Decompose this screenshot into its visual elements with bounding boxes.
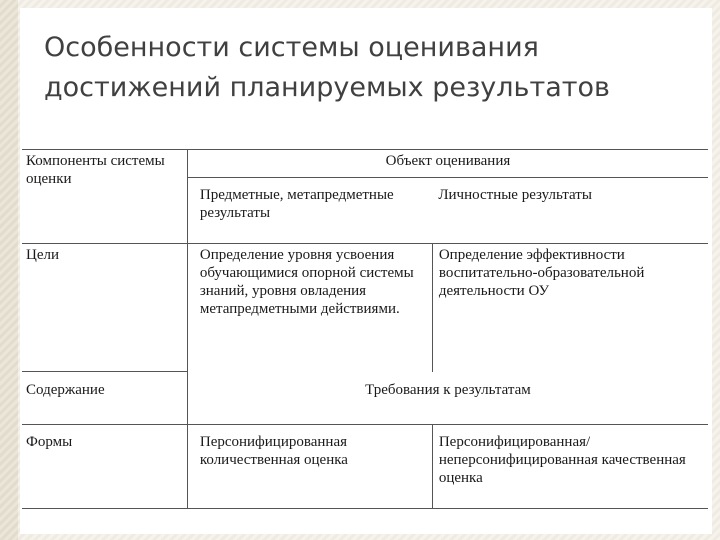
cell-goals-personal: Определение эффективности воспитательно-образовательной деятельности ОУ — [432, 244, 708, 372]
row-label-content: Содержание — [22, 372, 187, 425]
slide-title — [44, 28, 684, 108]
title-line-1: Особенности системы оценивания — [44, 32, 539, 63]
header-object: Объект оценивания — [187, 150, 708, 178]
header-components: Компоненты системы оценки — [22, 150, 187, 244]
cell-content-merged: Требования к результатам — [187, 372, 708, 425]
table-header-row — [22, 150, 708, 178]
cell-forms-subject: Персонифицированная количественная оценка — [187, 425, 432, 509]
slide-left-edge — [0, 0, 18, 540]
row-label-forms: Формы — [22, 425, 187, 509]
header-subject-results: Предметные, метапредметные результаты — [187, 178, 432, 244]
cell-goals-subject: Определение уровня усвоения обучающимися опорной системы знаний, уровня овладения метапредметными действиями. — [187, 244, 432, 372]
header-personal-results: Личностные результаты — [432, 178, 708, 244]
table-row — [22, 425, 708, 509]
assessment-table — [22, 149, 708, 509]
row-label-goals: Цели — [22, 244, 187, 372]
table-row — [22, 372, 708, 425]
cell-forms-personal: Персонифицированная/ неперсонифицированная качественная оценка — [432, 425, 708, 509]
table-row — [22, 244, 708, 372]
title-line-2: достижений планируемых результатов — [44, 72, 610, 103]
